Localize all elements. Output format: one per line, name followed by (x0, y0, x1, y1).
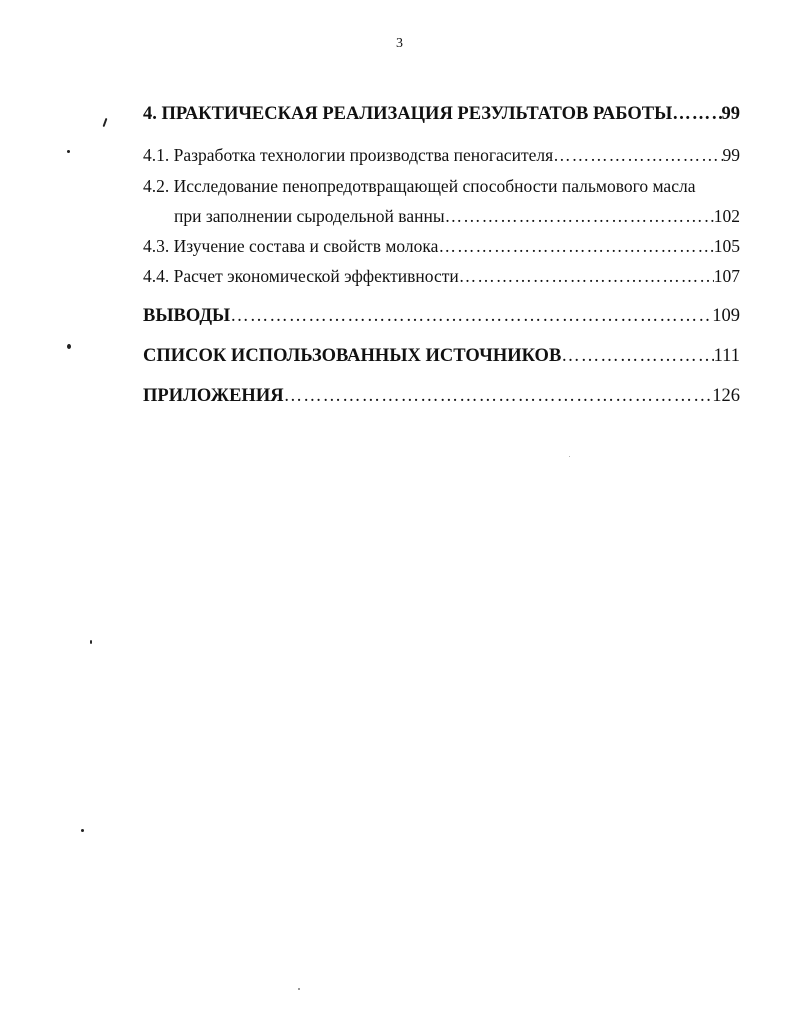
scan-speck (67, 150, 70, 153)
toc-entry-4-2 (174, 206, 740, 227)
toc-entry-title: 4. ПРАКТИЧЕСКАЯ РЕАЛИЗАЦИЯ РЕЗУЛЬТАТОВ РАБОТЫ (143, 104, 673, 124)
toc-entry-conclusions (143, 306, 740, 327)
dot-leader (561, 346, 713, 367)
page-number: 3 (396, 36, 403, 51)
toc-entry-page: 107 (713, 266, 740, 286)
toc-entry-title: ВЫВОДЫ (143, 306, 231, 326)
toc-entry-4-2-line-1: 4.2. Исследование пенопредотвращающей способности пальмового масла (143, 176, 696, 196)
toc-entry-4-4 (143, 266, 740, 287)
dot-leader (438, 236, 713, 257)
toc-entry-title: 4.1. Разработка технологии производства пеногасителя (143, 145, 554, 165)
toc-entry-page: 99 (722, 145, 740, 165)
toc-entry-page: 109 (712, 306, 740, 326)
scan-speck (90, 640, 92, 644)
toc-entry-page: 99 (721, 104, 740, 124)
dot-leader (284, 386, 713, 407)
toc-entry-page: 126 (712, 386, 740, 406)
toc-entry-page: 111 (713, 346, 740, 366)
toc-entry-appendices (143, 386, 740, 407)
toc-entry-4-1 (143, 145, 740, 166)
scan-speck (569, 456, 570, 457)
scan-speck (103, 118, 108, 127)
scan-speck (298, 988, 300, 990)
dot-leader (445, 206, 714, 227)
scan-speck (81, 829, 84, 832)
scan-speck (67, 344, 71, 349)
dot-leader (230, 306, 712, 327)
toc-entry-references (143, 346, 740, 367)
toc-entry-page: 105 (713, 236, 740, 256)
toc-entry-page: 102 (713, 206, 740, 226)
toc-entry-4-3 (143, 236, 740, 257)
toc-entry-title: при заполнении сыродельной ванны (174, 206, 445, 226)
toc-entry-title: ПРИЛОЖЕНИЯ (143, 386, 284, 406)
dot-leader (672, 104, 721, 125)
dot-leader (459, 266, 714, 287)
toc-entry-title: 4.4. Расчет экономической эффективности (143, 266, 459, 286)
toc-entry-chapter-4 (143, 104, 740, 125)
dot-leader (553, 145, 722, 166)
toc-entry-title: 4.3. Изучение состава и свойств молока (143, 236, 439, 256)
toc-entry-title: СПИСОК ИСПОЛЬЗОВАННЫХ ИСТОЧНИКОВ (143, 346, 562, 366)
